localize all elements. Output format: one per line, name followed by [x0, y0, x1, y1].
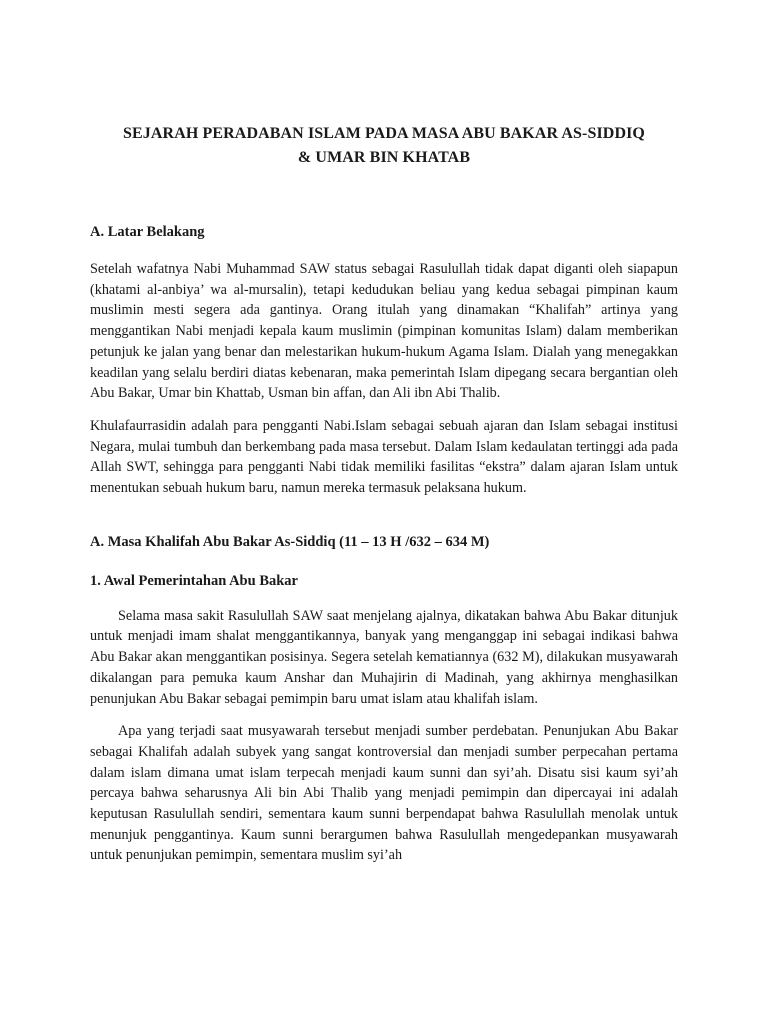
- title-line-1: SEJARAH PERADABAN ISLAM PADA MASA ABU BAKAR AS-SIDDIQ: [123, 125, 645, 142]
- paragraph-4: Apa yang terjadi saat musyawarah tersebut menjadi sumber perdebatan. Penunjukan Abu Bakar sebagai Khalifah adalah subyek yang sangat kontroversial dan menjadi sumber perpecahan pertama dalam islam dimana umat islam terpecah menjadi kaum sunni dan syi’ah. Disatu sisi kaum syi’ah percaya bahwa seharusnya Ali bin Abi Thalib yang menjadi pemimpin dan dipercayai ini adalah keputusan Rasulullah sendiri, sementara kaum sunni berpendapat bahwa Rasulullah menolak untuk menunjuk penggantinya. Kaum sunni berargumen bahwa Rasulullah mengedepankan musyawarah untuk penunjukan pemimpin, sementara muslim syi’ah: [90, 723, 678, 864]
- document-page: [90, 122, 678, 866]
- title-line-2: & UMAR BIN KHATAB: [297, 149, 471, 166]
- paragraph-1: Setelah wafatnya Nabi Muhammad SAW status sebagai Rasulullah tidak dapat diganti oleh siapapun (khatami al-anbiya’ wa al-mursalin), tetapi kedudukan beliau yang kedua sebagai pimpinan kaum muslimin mesti segera ada gantinya. Orang itulah yang dinamakan “Khalifah” artinya yang menggantikan Nabi menjadi kepala kaum muslimin (pimpinan komunitas Islam) dalam memberikan petunjuk ke jalan yang benar dan melestarikan hukum-hukum Agama Islam. Dialah yang menegakkan keadilan yang selalu berdiri diatas kebenaran, maka pemerintah Islam dipegang secara bergantian oleh Abu Bakar, Umar bin Khattab, Usman bin affan, dan Ali ibn Abi Thalib.: [90, 261, 678, 402]
- subsection-heading-awal-pemerintahan: 1. Awal Pemerintahan Abu Bakar: [90, 572, 298, 589]
- paragraph-3: Selama masa sakit Rasulullah SAW saat menjelang ajalnya, dikatakan bahwa Abu Bakar ditunjuk untuk menjadi imam shalat menggantikannya, banyak yang menganggap ini sebagai indikasi bahwa Abu Bakar akan menggantikan posisinya. Segera setelah kematiannya (632 M), dilakukan musyawarah dikalangan para pemuka kaum Anshar dan Muhajirin di Madinah, yang akhirnya menghasilkan penunjukan Abu Bakar sebagai pemimpin baru umat islam atau khalifah islam.: [90, 607, 678, 707]
- section-heading-masa-khalifah: A. Masa Khalifah Abu Bakar As-Siddiq (11 – 13 H /632 – 634 M): [90, 533, 490, 550]
- document-title: [90, 122, 678, 170]
- paragraph-2: Khulafaurrasidin adalah para pengganti Nabi.Islam sebagai sebuah ajaran dan Islam sebagai institusi Negara, mulai tumbuh dan berkembang pada masa tersebut. Dalam Islam kedaulatan tertinggi ada pada Allah SWT, sehingga para pengganti Nabi tidak memiliki fasilitas “ekstra” dalam ajaran Islam untuk menentukan sebuah hukum baru, namun mereka termasuk pelaksana hukum.: [90, 417, 678, 497]
- section-heading-latar-belakang: A. Latar Belakang: [90, 224, 205, 240]
